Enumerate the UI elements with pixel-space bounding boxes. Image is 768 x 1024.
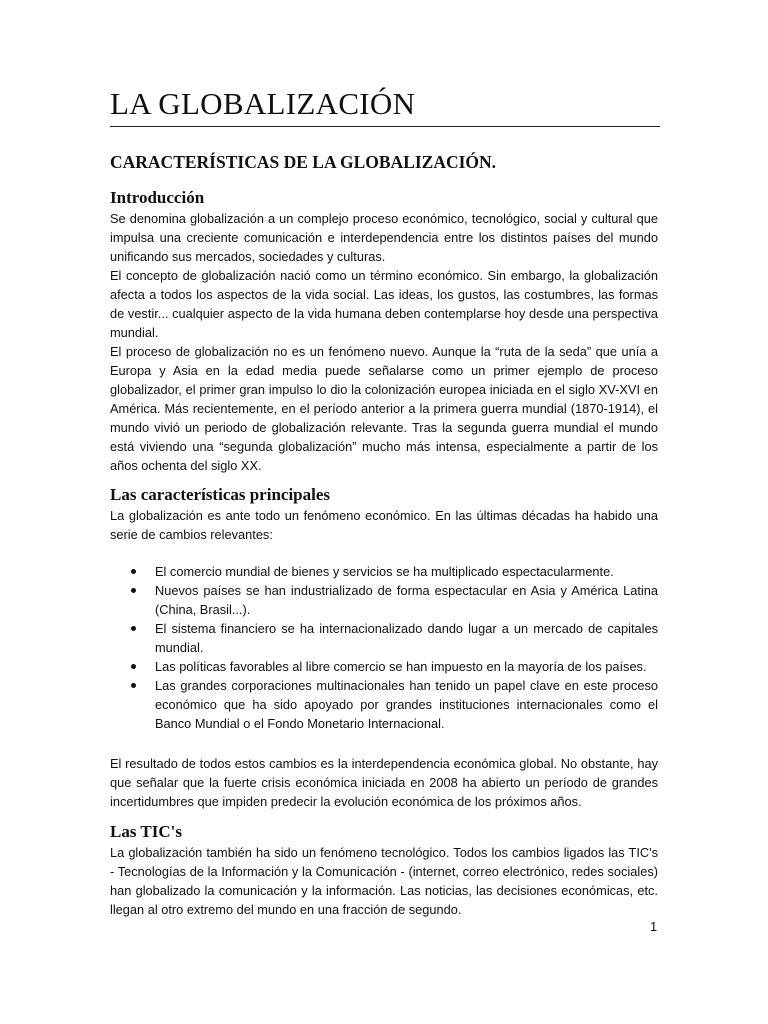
section-heading-introduction: Introducción (110, 188, 205, 207)
section-heading-characteristics: Las características principales (110, 485, 331, 504)
list-item-text: Las grandes corporaciones multinacionales han tenido un papel clave en este proceso económico que ha sido apoyado por grandes instituciones internacionales como el Banco Mundial o el Fondo Monetario Internacional. (155, 678, 658, 731)
paragraph: El concepto de globalización nació como un término económico. Sin embargo, la globalización afecta a todos los aspectos de la vida social. Las ideas, los gustos, las costumbres, las formas de vestir... cualquier aspecto de la vida humana deben contemplarse hoy desde una perspectiva mundial. (110, 268, 658, 340)
list-item-text: El sistema financiero se ha internacionalizado dando lugar a un mercado de capitales mundial. (155, 621, 658, 655)
document-subtitle: CARACTERÍSTICAS DE LA GLOBALIZACIÓN. (110, 152, 497, 172)
list-item (110, 619, 658, 657)
list-item (110, 676, 658, 733)
bullet-icon (131, 569, 136, 574)
characteristics-intro: La globalización es ante todo un fenómeno económico. En las últimas décadas ha habido una serie de cambios relevantes: (110, 508, 658, 542)
document-title: LA GLOBALIZACIÓN (110, 84, 660, 127)
list-item (110, 581, 658, 619)
list-item (110, 562, 658, 581)
bullet-icon (131, 588, 136, 593)
paragraph: El proceso de globalización no es un fenómeno nuevo. Aunque la “ruta de la seda” que unía a Europa y Asia en la edad media puede señalarse como un primer ejemplo de proceso globalizador, el primer gran impulso lo dio la colonización europea iniciada en el siglo XV-XVI en América. Más recientemente, en el período anterior a la primera guerra mundial (1870-1914), el mundo vivió un periodo de globalización relevante. Tras la segunda guerra mundial el mundo está viviendo una “segunda globalización” mucho más intensa, especialmente a partir de los años ochenta del siglo XX. (110, 344, 658, 473)
bullet-icon (131, 683, 136, 688)
list-item (110, 657, 658, 676)
page-number: 1 (650, 919, 658, 934)
list-item-text: Las políticas favorables al libre comercio se han impuesto en la mayoría de los países. (155, 659, 647, 674)
introduction-body (110, 209, 658, 475)
paragraph: Se denomina globalización a un complejo proceso económico, tecnológico, social y cultural que impulsa una creciente comunicación e interdependencia entre los distintos países del mundo unificando sus mercados, sociedades y culturas. (110, 211, 658, 264)
section-heading-tic: Las TIC's (110, 822, 182, 841)
characteristics-conclusion: El resultado de todos estos cambios es la interdependencia económica global. No obstante, hay que señalar que la fuerte crisis económica iniciada en 2008 ha abierto un período de grandes incertidumbres que impiden predecir la evolución económica de los próximos años. (110, 756, 658, 809)
characteristics-list (110, 562, 658, 733)
tic-body: La globalización también ha sido un fenómeno tecnológico. Todos los cambios ligados las TIC's - Tecnologías de la Información y la Comunicación - (internet, correo electrónico, redes sociales) han globalizado la comunicación y la información. Las noticias, las decisiones económicas, etc. llegan al otro extremo del mundo en una fracción de segundo. (110, 845, 658, 917)
bullet-icon (131, 664, 136, 669)
bullet-icon (131, 626, 136, 631)
list-item-text: El comercio mundial de bienes y servicios se ha multiplicado espectacularmente. (155, 564, 614, 579)
list-item-text: Nuevos países se han industrializado de forma espectacular en Asia y América Latina (China, Brasil...). (155, 583, 658, 617)
